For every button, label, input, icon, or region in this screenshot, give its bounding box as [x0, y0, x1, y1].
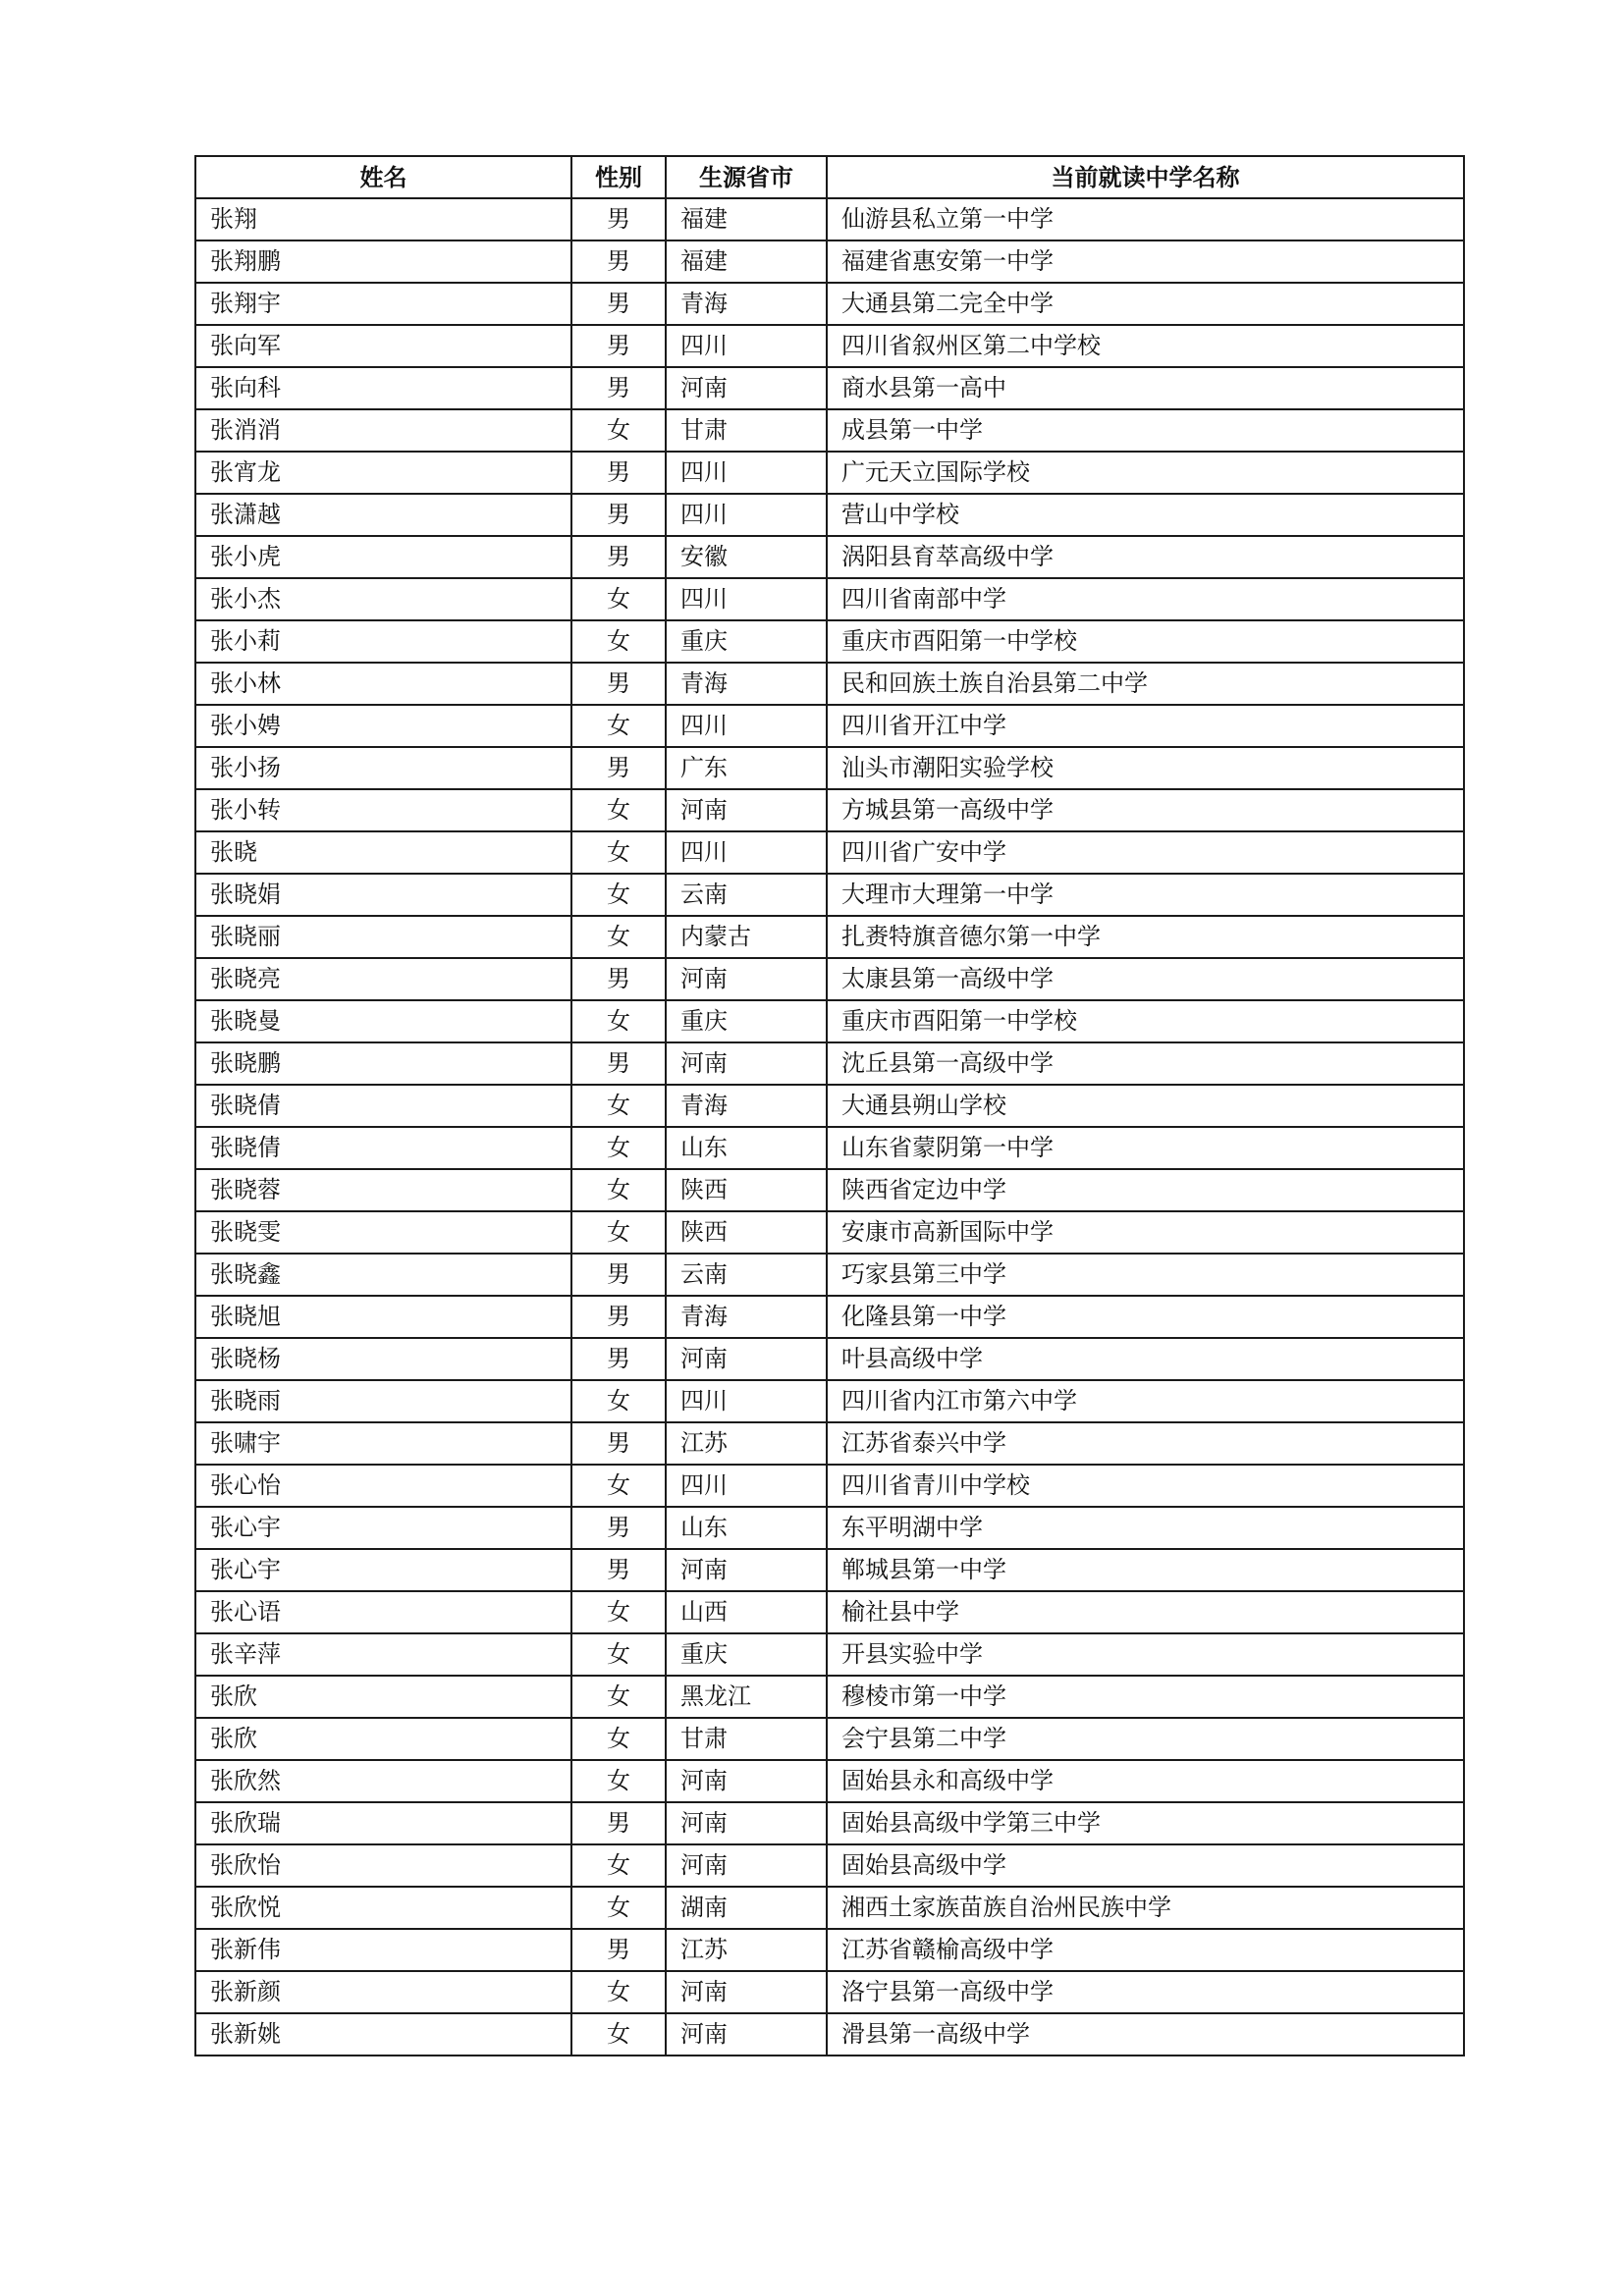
- cell-province: 山东: [666, 1127, 827, 1169]
- cell-school: 陕西省定边中学: [827, 1169, 1464, 1211]
- cell-name: 张欣悦: [195, 1887, 571, 1929]
- table-row: [195, 1844, 1464, 1887]
- cell-province: 河南: [666, 2013, 827, 2056]
- cell-gender: 男: [571, 240, 666, 283]
- cell-gender: 女: [571, 1211, 666, 1254]
- cell-school: 四川省广安中学: [827, 831, 1464, 874]
- cell-province: 江苏: [666, 1929, 827, 1971]
- cell-province: 河南: [666, 1760, 827, 1802]
- table-row: [195, 1000, 1464, 1042]
- cell-name: 张欣怡: [195, 1844, 571, 1887]
- table-row: [195, 1507, 1464, 1549]
- table-row: [195, 1633, 1464, 1676]
- cell-gender: 女: [571, 705, 666, 747]
- cell-gender: 女: [571, 1000, 666, 1042]
- cell-name: 张晓: [195, 831, 571, 874]
- table-row: [195, 1338, 1464, 1380]
- cell-gender: 男: [571, 1929, 666, 1971]
- cell-province: 江苏: [666, 1422, 827, 1465]
- cell-school: 开县实验中学: [827, 1633, 1464, 1676]
- cell-school: 四川省青川中学校: [827, 1465, 1464, 1507]
- cell-province: 云南: [666, 1254, 827, 1296]
- cell-gender: 男: [571, 494, 666, 536]
- cell-school: 滑县第一高级中学: [827, 2013, 1464, 2056]
- cell-school: 大理市大理第一中学: [827, 874, 1464, 916]
- cell-gender: 男: [571, 452, 666, 494]
- cell-province: 河南: [666, 1971, 827, 2013]
- table-row: [195, 916, 1464, 958]
- cell-school: 四川省叙州区第二中学校: [827, 325, 1464, 367]
- cell-name: 张晓鹏: [195, 1042, 571, 1085]
- cell-school: 会宁县第二中学: [827, 1718, 1464, 1760]
- cell-school: 化隆县第一中学: [827, 1296, 1464, 1338]
- cell-gender: 女: [571, 1127, 666, 1169]
- table-row: [195, 578, 1464, 620]
- cell-name: 张心宇: [195, 1507, 571, 1549]
- table-row: [195, 536, 1464, 578]
- cell-gender: 女: [571, 789, 666, 831]
- cell-province: 四川: [666, 578, 827, 620]
- cell-gender: 女: [571, 916, 666, 958]
- table-row: [195, 1042, 1464, 1085]
- cell-name: 张心语: [195, 1591, 571, 1633]
- table-row: [195, 958, 1464, 1000]
- table-row: [195, 620, 1464, 663]
- table-row: [195, 1760, 1464, 1802]
- cell-school: 洛宁县第一高级中学: [827, 1971, 1464, 2013]
- cell-name: 张晓雯: [195, 1211, 571, 1254]
- cell-school: 穆棱市第一中学: [827, 1676, 1464, 1718]
- table-row: [195, 1127, 1464, 1169]
- cell-gender: 女: [571, 831, 666, 874]
- cell-school: 固始县永和高级中学: [827, 1760, 1464, 1802]
- cell-school: 汕头市潮阳实验学校: [827, 747, 1464, 789]
- cell-gender: 男: [571, 325, 666, 367]
- table-row: [195, 1380, 1464, 1422]
- cell-gender: 女: [571, 1887, 666, 1929]
- cell-province: 内蒙古: [666, 916, 827, 958]
- cell-school: 江苏省赣榆高级中学: [827, 1929, 1464, 1971]
- cell-school: 山东省蒙阴第一中学: [827, 1127, 1464, 1169]
- cell-gender: 女: [571, 1169, 666, 1211]
- table-row: [195, 1549, 1464, 1591]
- cell-province: 四川: [666, 494, 827, 536]
- cell-province: 四川: [666, 452, 827, 494]
- cell-school: 郸城县第一中学: [827, 1549, 1464, 1591]
- cell-gender: 女: [571, 1718, 666, 1760]
- table-row: [195, 1971, 1464, 2013]
- cell-school: 四川省开江中学: [827, 705, 1464, 747]
- cell-province: 四川: [666, 1380, 827, 1422]
- cell-province: 青海: [666, 1085, 827, 1127]
- cell-school: 仙游县私立第一中学: [827, 198, 1464, 240]
- table-row: [195, 1085, 1464, 1127]
- cell-gender: 男: [571, 198, 666, 240]
- cell-province: 河南: [666, 1802, 827, 1844]
- cell-province: 河南: [666, 1844, 827, 1887]
- cell-gender: 男: [571, 1296, 666, 1338]
- cell-province: 陕西: [666, 1169, 827, 1211]
- cell-gender: 女: [571, 1591, 666, 1633]
- cell-school: 太康县第一高级中学: [827, 958, 1464, 1000]
- header-name: 姓名: [195, 156, 571, 198]
- cell-gender: 女: [571, 1844, 666, 1887]
- cell-name: 张小虎: [195, 536, 571, 578]
- table-row: [195, 1676, 1464, 1718]
- cell-name: 张欣: [195, 1718, 571, 1760]
- cell-name: 张心怡: [195, 1465, 571, 1507]
- cell-school: 大通县第二完全中学: [827, 283, 1464, 325]
- cell-province: 山东: [666, 1507, 827, 1549]
- cell-name: 张心宇: [195, 1549, 571, 1591]
- table-row: [195, 409, 1464, 452]
- table-row: [195, 325, 1464, 367]
- cell-gender: 男: [571, 1802, 666, 1844]
- cell-name: 张宵龙: [195, 452, 571, 494]
- table-row: [195, 1929, 1464, 1971]
- cell-gender: 男: [571, 367, 666, 409]
- cell-province: 四川: [666, 705, 827, 747]
- cell-name: 张晓蓉: [195, 1169, 571, 1211]
- cell-name: 张欣然: [195, 1760, 571, 1802]
- cell-name: 张小杰: [195, 578, 571, 620]
- cell-name: 张晓曼: [195, 1000, 571, 1042]
- header-row: [195, 156, 1464, 198]
- cell-province: 四川: [666, 325, 827, 367]
- cell-school: 固始县高级中学第三中学: [827, 1802, 1464, 1844]
- cell-school: 四川省南部中学: [827, 578, 1464, 620]
- cell-school: 榆社县中学: [827, 1591, 1464, 1633]
- cell-gender: 女: [571, 578, 666, 620]
- table-row: [195, 705, 1464, 747]
- table-row: [195, 831, 1464, 874]
- cell-gender: 女: [571, 1465, 666, 1507]
- table-row: [195, 1169, 1464, 1211]
- cell-gender: 男: [571, 1422, 666, 1465]
- cell-province: 青海: [666, 663, 827, 705]
- cell-gender: 女: [571, 1085, 666, 1127]
- cell-gender: 女: [571, 620, 666, 663]
- table-row: [195, 1254, 1464, 1296]
- table-row: [195, 494, 1464, 536]
- cell-school: 大通县朔山学校: [827, 1085, 1464, 1127]
- cell-school: 湘西土家族苗族自治州民族中学: [827, 1887, 1464, 1929]
- cell-name: 张向科: [195, 367, 571, 409]
- cell-province: 河南: [666, 789, 827, 831]
- cell-name: 张晓丽: [195, 916, 571, 958]
- cell-province: 福建: [666, 198, 827, 240]
- cell-school: 重庆市酉阳第一中学校: [827, 620, 1464, 663]
- cell-province: 甘肃: [666, 409, 827, 452]
- cell-name: 张潇越: [195, 494, 571, 536]
- cell-name: 张小扬: [195, 747, 571, 789]
- table-row: [195, 452, 1464, 494]
- cell-school: 江苏省泰兴中学: [827, 1422, 1464, 1465]
- table-row: [195, 367, 1464, 409]
- cell-name: 张辛萍: [195, 1633, 571, 1676]
- cell-name: 张小转: [195, 789, 571, 831]
- cell-name: 张晓鑫: [195, 1254, 571, 1296]
- cell-province: 重庆: [666, 620, 827, 663]
- header-province: 生源省市: [666, 156, 827, 198]
- cell-name: 张欣: [195, 1676, 571, 1718]
- cell-name: 张晓倩: [195, 1127, 571, 1169]
- cell-province: 青海: [666, 283, 827, 325]
- cell-school: 方城县第一高级中学: [827, 789, 1464, 831]
- table-row: [195, 1211, 1464, 1254]
- cell-gender: 男: [571, 958, 666, 1000]
- cell-name: 张翔: [195, 198, 571, 240]
- cell-school: 安康市高新国际中学: [827, 1211, 1464, 1254]
- cell-name: 张新伟: [195, 1929, 571, 1971]
- cell-gender: 男: [571, 1549, 666, 1591]
- table-row: [195, 789, 1464, 831]
- table-row: [195, 1591, 1464, 1633]
- table-row: [195, 1465, 1464, 1507]
- cell-province: 四川: [666, 831, 827, 874]
- cell-province: 陕西: [666, 1211, 827, 1254]
- cell-school: 扎赉特旗音德尔第一中学: [827, 916, 1464, 958]
- cell-school: 巧家县第三中学: [827, 1254, 1464, 1296]
- cell-name: 张消消: [195, 409, 571, 452]
- cell-school: 固始县高级中学: [827, 1844, 1464, 1887]
- table-row: [195, 874, 1464, 916]
- cell-province: 广东: [666, 747, 827, 789]
- cell-name: 张翔鹏: [195, 240, 571, 283]
- cell-province: 重庆: [666, 1633, 827, 1676]
- table-row: [195, 1296, 1464, 1338]
- cell-province: 安徽: [666, 536, 827, 578]
- table-body: [195, 198, 1464, 2056]
- header-school: 当前就读中学名称: [827, 156, 1464, 198]
- table-row: [195, 1887, 1464, 1929]
- cell-gender: 女: [571, 1971, 666, 2013]
- table-row: [195, 747, 1464, 789]
- cell-province: 河南: [666, 958, 827, 1000]
- cell-name: 张小娉: [195, 705, 571, 747]
- cell-province: 重庆: [666, 1000, 827, 1042]
- cell-gender: 女: [571, 409, 666, 452]
- student-table: [194, 155, 1465, 2056]
- cell-province: 河南: [666, 1042, 827, 1085]
- cell-gender: 男: [571, 283, 666, 325]
- cell-gender: 女: [571, 1633, 666, 1676]
- table-row: [195, 1422, 1464, 1465]
- cell-province: 青海: [666, 1296, 827, 1338]
- cell-province: 河南: [666, 1338, 827, 1380]
- table-row: [195, 663, 1464, 705]
- cell-name: 张新颜: [195, 1971, 571, 2013]
- cell-school: 广元天立国际学校: [827, 452, 1464, 494]
- cell-name: 张新姚: [195, 2013, 571, 2056]
- cell-name: 张晓倩: [195, 1085, 571, 1127]
- cell-gender: 男: [571, 1338, 666, 1380]
- cell-gender: 女: [571, 1760, 666, 1802]
- table-row: [195, 2013, 1464, 2056]
- cell-name: 张向军: [195, 325, 571, 367]
- cell-province: 四川: [666, 1465, 827, 1507]
- cell-name: 张啸宇: [195, 1422, 571, 1465]
- cell-name: 张晓娟: [195, 874, 571, 916]
- cell-province: 山西: [666, 1591, 827, 1633]
- cell-school: 福建省惠安第一中学: [827, 240, 1464, 283]
- cell-gender: 男: [571, 1507, 666, 1549]
- cell-school: 叶县高级中学: [827, 1338, 1464, 1380]
- cell-name: 张晓雨: [195, 1380, 571, 1422]
- cell-name: 张小林: [195, 663, 571, 705]
- cell-gender: 女: [571, 1380, 666, 1422]
- cell-name: 张小莉: [195, 620, 571, 663]
- cell-school: 涡阳县育萃高级中学: [827, 536, 1464, 578]
- cell-school: 商水县第一高中: [827, 367, 1464, 409]
- cell-school: 营山中学校: [827, 494, 1464, 536]
- cell-school: 沈丘县第一高级中学: [827, 1042, 1464, 1085]
- cell-name: 张翔宇: [195, 283, 571, 325]
- table-row: [195, 283, 1464, 325]
- cell-name: 张欣瑞: [195, 1802, 571, 1844]
- table-row: [195, 240, 1464, 283]
- cell-province: 河南: [666, 367, 827, 409]
- cell-gender: 女: [571, 874, 666, 916]
- cell-province: 云南: [666, 874, 827, 916]
- cell-gender: 男: [571, 1254, 666, 1296]
- cell-province: 河南: [666, 1549, 827, 1591]
- cell-school: 民和回族土族自治县第二中学: [827, 663, 1464, 705]
- cell-gender: 男: [571, 747, 666, 789]
- cell-province: 黑龙江: [666, 1676, 827, 1718]
- cell-province: 福建: [666, 240, 827, 283]
- cell-school: 东平明湖中学: [827, 1507, 1464, 1549]
- cell-school: 成县第一中学: [827, 409, 1464, 452]
- cell-province: 甘肃: [666, 1718, 827, 1760]
- cell-name: 张晓旭: [195, 1296, 571, 1338]
- cell-gender: 男: [571, 536, 666, 578]
- cell-gender: 男: [571, 663, 666, 705]
- table-row: [195, 1718, 1464, 1760]
- cell-province: 湖南: [666, 1887, 827, 1929]
- table-row: [195, 1802, 1464, 1844]
- table-row: [195, 198, 1464, 240]
- cell-school: 重庆市酉阳第一中学校: [827, 1000, 1464, 1042]
- cell-name: 张晓亮: [195, 958, 571, 1000]
- cell-school: 四川省内江市第六中学: [827, 1380, 1464, 1422]
- cell-gender: 男: [571, 1042, 666, 1085]
- header-gender: 性别: [571, 156, 666, 198]
- cell-gender: 女: [571, 1676, 666, 1718]
- cell-gender: 女: [571, 2013, 666, 2056]
- cell-name: 张晓杨: [195, 1338, 571, 1380]
